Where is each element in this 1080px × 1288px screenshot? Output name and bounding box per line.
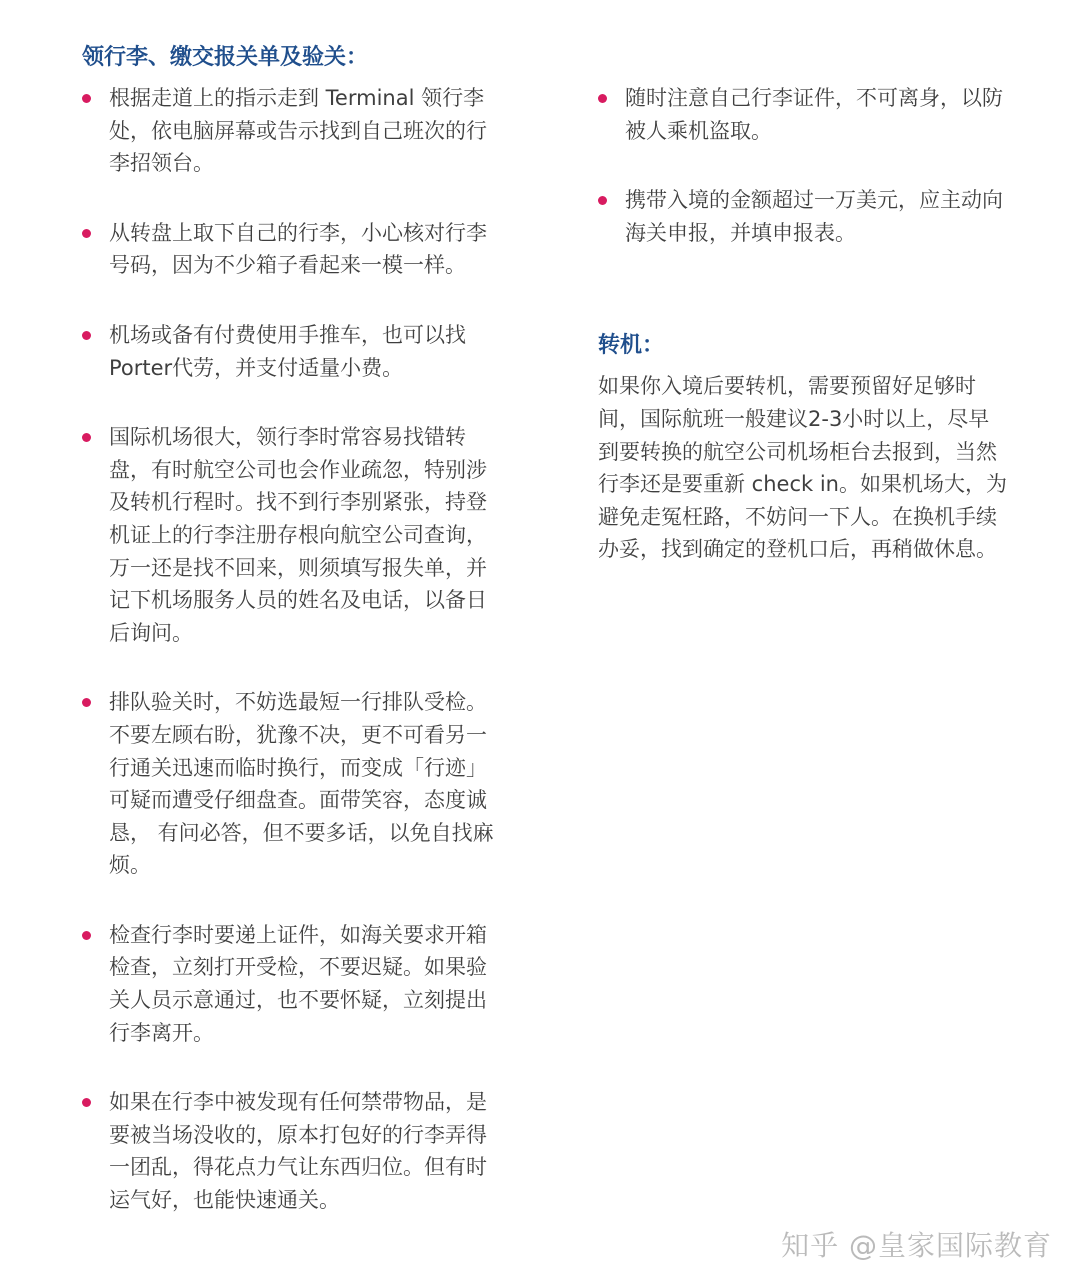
list-item-text: 根据走道上的指示走到 Terminal 领行李处，依电脑屏幕或告示找到自己班次的行李招领台。 xyxy=(109,86,487,176)
bullet-dot-icon xyxy=(82,698,91,707)
list-item xyxy=(82,919,502,1049)
right-column xyxy=(598,82,1008,566)
list-item xyxy=(82,686,502,882)
transfer-section xyxy=(598,330,1008,566)
baggage-list xyxy=(82,82,502,1217)
list-item-text: 从转盘上取下自己的行李，小心核对行李号码，因为不少箱子看起来一模一样。 xyxy=(109,220,487,278)
list-item xyxy=(82,82,502,180)
bullet-dot-icon xyxy=(598,196,607,205)
list-item xyxy=(82,319,502,384)
bullet-dot-icon xyxy=(82,229,91,238)
list-item xyxy=(82,1086,502,1216)
list-item-text: 携带入境的金额超过一万美元，应主动向海关申报，并填申报表。 xyxy=(625,188,1003,245)
list-item-text: 排队验关时，不妨选最短一行排队受检。不要左顾右盼，犹豫不决，更不可看另一行通关迅速而临时换行，而变成「行迹」可疑而遭受仔细盘查。面带笑容，态度诚恳， 有问必答，但不要多话，以免自找麻烦。 xyxy=(109,690,494,878)
bullet-dot-icon xyxy=(82,1098,91,1107)
list-item xyxy=(598,184,1008,249)
section-title-transfer: 转机： xyxy=(598,333,665,359)
transfer-paragraph: 如果你入境后要转机，需要预留好足够时间，国际航班一般建议2-3小时以上，尽早到要转换的航空公司机场柜台去报到，当然行李还是要重新 check in。如果机场大，为避免走冤枉路，不妨问一下人。在换机手续办妥，找到确定的登机口后，再稍做休息。 xyxy=(598,374,1007,562)
list-item xyxy=(598,82,1008,147)
list-item xyxy=(82,217,502,282)
list-item-text: 随时注意自己行李证件，不可离身，以防被人乘机盗取。 xyxy=(625,86,1003,143)
bullet-dot-icon xyxy=(82,433,91,442)
bullet-dot-icon xyxy=(82,94,91,103)
watermark: 知乎 @皇家国际教育 xyxy=(781,1229,1052,1262)
bullet-dot-icon xyxy=(82,931,91,940)
list-item-text: 检查行李时要递上证件，如海关要求开箱检查，立刻打开受检，不要迟疑。如果验关人员示意通过，也不要怀疑，立刻提出行李离开。 xyxy=(109,922,487,1045)
list-item-text: 国际机场很大，领行李时常容易找错转盘，有时航空公司也会作业疏忽，特别涉及转机行程时。找不到行李别紧张，持登机证上的行李注册存根向航空公司查询，万一还是找不回来，则须填写报失单，并记下机场服务人员的姓名及电话，以备日后询问。 xyxy=(109,425,487,645)
left-column xyxy=(82,42,502,1217)
list-item-text: 机场或备有付费使用手推车，也可以找Porter代劳，并支付适量小费。 xyxy=(109,322,466,380)
section-title-baggage: 领行李、缴交报关单及验关： xyxy=(82,45,369,70)
bullet-dot-icon xyxy=(598,94,607,103)
list-item-text: 如果在行李中被发现有任何禁带物品，是要被当场没收的，原本打包好的行李弄得一团乱，得花点力气让东西归位。但有时运气好，也能快速通关。 xyxy=(109,1090,487,1213)
bullet-dot-icon xyxy=(82,331,91,340)
list-item xyxy=(82,421,502,649)
customs-list xyxy=(598,82,1008,249)
